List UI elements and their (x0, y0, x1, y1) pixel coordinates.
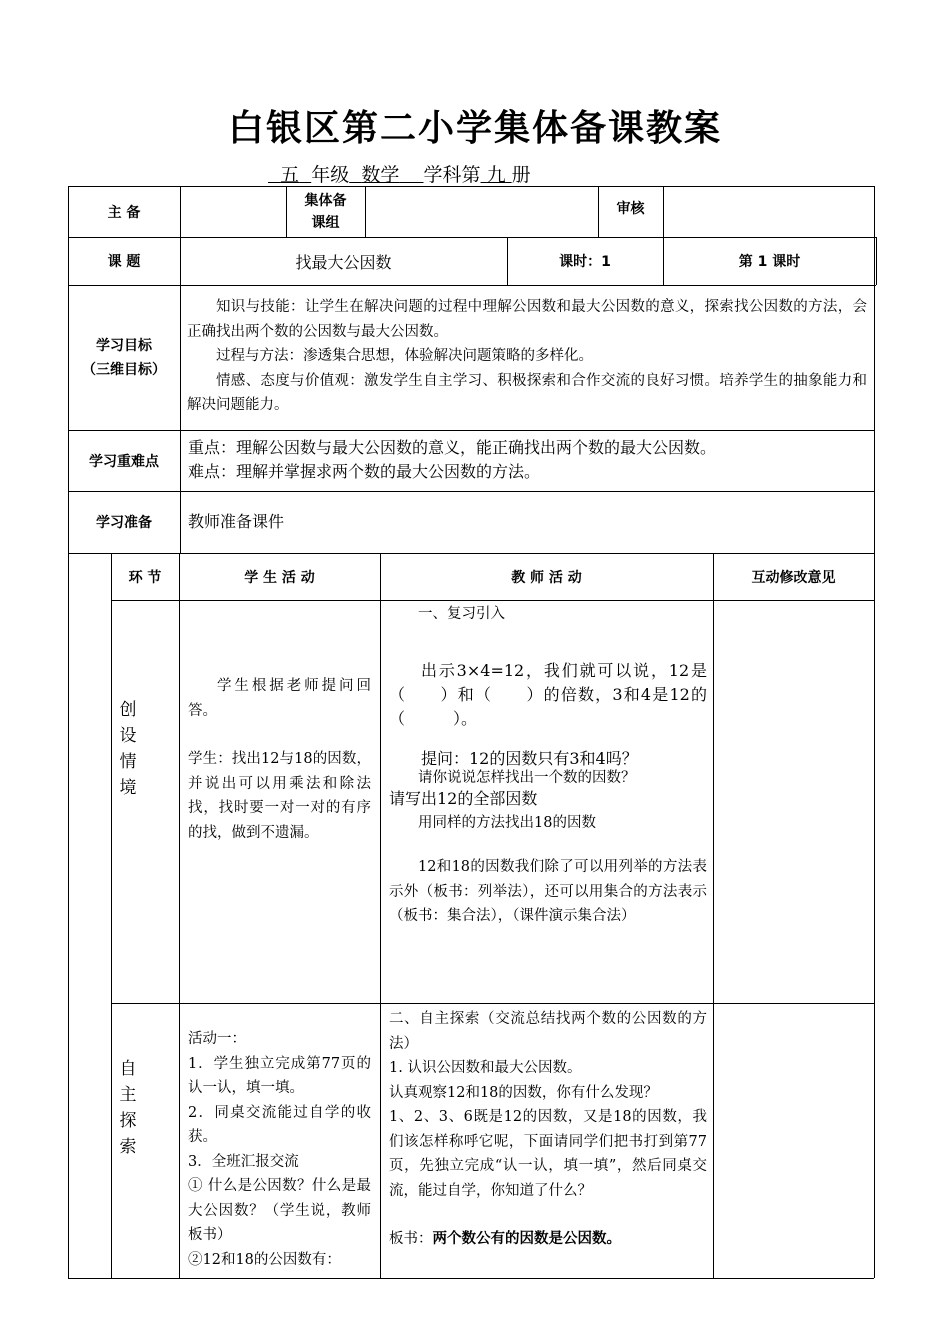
student-answer: 学生根据老师提问回答。 (188, 678, 371, 719)
stage-self-explore (118, 1056, 138, 1160)
volume-label: 册 (511, 164, 531, 186)
teacher-review-heading: 一、复习引入 (418, 606, 505, 622)
grade-value: 五 (280, 164, 300, 186)
period-label: 第 1 课时 (738, 254, 801, 270)
volume-value: 九 (486, 164, 506, 186)
student-find-factors: 学生：找出12与18的因数，并说出可以用乘法和除法找，找时要一对一对的有序的找，做到不遗漏。 (188, 751, 371, 841)
board-definition: 两个数公有的因数是公因数。 (432, 1230, 621, 1247)
student-activity-1 (188, 674, 371, 845)
chief-label: 主 备 (107, 204, 141, 221)
goals-content (187, 295, 867, 418)
activity-one: 活动一： (188, 1031, 246, 1047)
prep-value: 教师准备课件 (188, 512, 285, 531)
review-label: 审核 (616, 200, 645, 217)
teacher-activity-1 (389, 602, 707, 627)
topic-label: 课 题 (107, 254, 141, 270)
teacher-board (389, 1227, 707, 1252)
group-label (286, 186, 365, 237)
board-prefix: 板书： (389, 1231, 433, 1247)
difficult-point: 难点：理解并掌握求两个数的最大公因数的方法。 (188, 462, 541, 481)
group-value (365, 186, 598, 237)
column-teacher: 教 师 活 动 (511, 569, 582, 586)
teacher-find-18: 用同样的方法找出18的因数 (418, 814, 596, 831)
stage-char: 创 (119, 700, 137, 720)
teacher-question: 提问：12的因数只有3和4吗？ (421, 749, 638, 768)
teacher-explore-heading: 二、自主探索（交流总结找两个数的公因数的方法） (389, 1011, 707, 1052)
goal-knowledge: 知识与技能：让学生在解决问题的过程中理解公因数和最大公因数的意义，探索找公因数的方法，会正确找出两个数的公因数与最大公因数。 (187, 299, 867, 340)
teacher-set-method: 12和18的因数我们除了可以用列举的方法表示外（板书：列举法），还可以用集合的方法表示（板书：集合法），（课件演示集合法） (389, 859, 707, 924)
stage-char: 境 (119, 778, 137, 798)
stage-char: 自 (119, 1059, 137, 1079)
teacher-activity-2 (389, 1007, 707, 1252)
teacher-write-factors: 请写出12的全部因数 (389, 789, 538, 808)
student-activity-2 (188, 1027, 371, 1272)
goals-label (68, 285, 180, 430)
teacher-activity-1-more (389, 766, 707, 929)
subject-value: 数学 (361, 164, 400, 186)
teacher-how-find: 请你说说怎样找出一个数的因数？ (418, 770, 636, 786)
stage-char: 情 (119, 752, 137, 772)
stage-char: 设 (119, 726, 137, 746)
hours-label: 课时：1 (559, 254, 611, 270)
column-stage: 环 节 (128, 569, 162, 586)
teacher-common-factor: 1、2、3、6既是12的因数，又是18的因数，我们该怎样称呼它呢，下面请同学们把书打到第77页，先独立完成“认一认，填一填”，然后同桌交流，能过自学，你知道了什么？ (389, 1109, 707, 1199)
goal-emotion: 情感、态度与价值观：激发学生自主学习、积极探索和合作交流的良好习惯。培养学生的抽象能力和解决问题能力。 (187, 372, 867, 413)
review-value (663, 186, 874, 237)
goal-process: 过程与方法：渗透集合思想，体验解决问题策略的多样化。 (216, 348, 593, 364)
stage-char: 探 (119, 1111, 137, 1131)
teacher-explore-step1: 1. 认识公因数和最大公因数。 (389, 1060, 582, 1076)
chief-value (180, 186, 286, 237)
group-label-line1: 集体备 (304, 192, 347, 209)
goals-label-line2: （三维目标） (82, 361, 166, 378)
student-step-3b: ②12和18的公因数有： (188, 1251, 341, 1268)
keypoints-label: 学习重难点 (89, 453, 159, 470)
column-student: 学 生 活 动 (244, 569, 315, 586)
key-point: 重点：理解公因数与最大公因数的意义，能正确找出两个数的最大公因数。 (188, 438, 717, 457)
student-step-1: 1．学生独立完成第77页的认一认，填一填。 (188, 1055, 371, 1096)
student-step-3a: ① 什么是公因数？什么是最大公因数？（学生说，教师板书） (188, 1178, 371, 1243)
student-step-2: 2．同桌交流能过自学的收获。 (188, 1104, 371, 1145)
subtitle-line (268, 160, 531, 187)
grade-label: 年级 (311, 164, 350, 186)
stage-create-context (118, 697, 138, 801)
goals-label-line1: 学习目标 (96, 337, 152, 354)
group-label-line2: 课组 (311, 214, 340, 231)
page-title: 白银区第二小学集体备课教案 (227, 107, 722, 149)
topic-value: 找最大公因数 (295, 252, 392, 272)
teacher-show-equation: 出示3×4=12，我们就可以说，12是（ ）和（ ）的倍数，3和4是12的（ ）。 (389, 661, 707, 728)
student-step-3: 3．全班汇报交流 (188, 1153, 299, 1170)
stage-char: 索 (119, 1137, 137, 1157)
prep-label: 学习准备 (96, 515, 152, 531)
column-comment: 互动修改意见 (751, 569, 836, 586)
subject-label: 学科第 (423, 164, 481, 186)
teacher-observe: 认真观察12和18的因数，你有什么发现？ (389, 1084, 658, 1101)
stage-char: 主 (119, 1085, 137, 1105)
keypoints-content (188, 436, 868, 484)
